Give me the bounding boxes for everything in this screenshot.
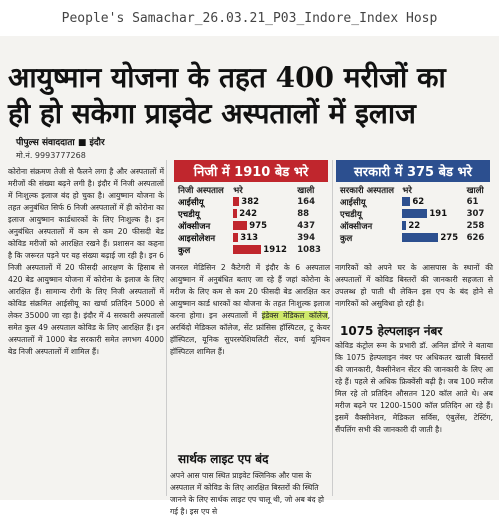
headline-line-1: आयुष्मान योजना के तहत 400 मरीजों का — [8, 61, 446, 94]
private-col-hospital: निजी अस्पताल — [178, 185, 224, 196]
private-col-empty: खाली — [297, 185, 315, 196]
empty-value: 61 — [466, 197, 479, 207]
filled-value: 62 — [412, 196, 425, 207]
table-row — [176, 220, 326, 232]
table-row — [338, 208, 488, 220]
private-beds-table — [176, 184, 326, 256]
row-label: एचडीयू — [340, 209, 362, 220]
filled-bar — [402, 221, 406, 230]
filled-value: 975 — [249, 220, 268, 231]
filled-value: 382 — [241, 196, 260, 207]
filled-bar — [233, 221, 247, 230]
table-row — [176, 232, 326, 244]
article-right-column: नागरिकों को अपने घर के आसपास के स्थानों की अस्पतालों में कोविड बिस्तरों की जानकारी सहजता से उपलब्ध हो पाती थी लेकिन इस एप के बंद होने से नागरिकों को असुविधा हो रही है। — [335, 263, 493, 308]
row-label: कुल — [178, 245, 191, 256]
table-row — [176, 196, 326, 208]
filled-value: 191 — [429, 208, 448, 219]
empty-value: 88 — [297, 209, 310, 219]
filled-bar — [402, 209, 427, 218]
filled-cell — [231, 196, 295, 208]
private-col-filled: भरे — [233, 185, 243, 196]
byline: पीपुल्स संवाददाता ■ इंदौर — [16, 138, 105, 148]
empty-value: 258 — [466, 221, 485, 231]
row-label: आइसोलेशन — [178, 233, 216, 244]
helpline-heading: 1075 हेल्पलाइन नंबर — [340, 324, 443, 338]
filled-cell — [231, 232, 295, 244]
row-label: ऑक्सीजन — [178, 221, 211, 232]
article-mid-column — [170, 262, 330, 362]
filled-value: 242 — [239, 208, 258, 219]
row-label: ऑक्सीजन — [340, 221, 373, 232]
column-divider — [166, 160, 167, 496]
highlighted-hospital: इंडेक्स मेडिकल कॉलेज — [261, 311, 328, 320]
filled-bar — [233, 245, 261, 254]
row-label: कुल — [340, 233, 353, 244]
empty-value: 307 — [466, 209, 485, 219]
govt-col-filled: भरे — [402, 185, 412, 196]
clipping-caption: People's Samachar_26.03.21_P03_Indore_Index Hosp — [0, 0, 499, 36]
filled-cell — [231, 244, 295, 256]
filled-value: 22 — [408, 220, 421, 231]
table-row — [338, 220, 488, 232]
empty-value: 626 — [466, 233, 485, 243]
mid-text: जनरल मेडिसिन 2 कैटेगरी में इंदौर के 6 अस्पताल आयुष्मान में अनुबंधित बताए जा रहे हैं जहां कोरोना के मरीज के लिए कम से कम 20 फीसदी बेड आरक्षित कर आयुष्मान कार्ड धारकों का योजना के तहत निःशुल्क इलाज करना होगा। इन अस्पतालों में — [170, 263, 330, 320]
reporter-mobile: मो.नं. 9993777268 — [16, 151, 86, 160]
row-label: एचडीयू — [178, 209, 200, 220]
empty-value: 164 — [297, 197, 316, 207]
private-box-title: निजी में 1910 बेड भरे — [174, 160, 328, 182]
column-divider — [332, 160, 333, 496]
table-row — [176, 244, 326, 256]
headline-line-2: ही हो सकेगा प्राइवेट अस्पतालों में इलाज — [8, 97, 416, 130]
filled-cell — [231, 208, 295, 220]
filled-value: 275 — [440, 232, 459, 243]
filled-bar — [402, 197, 410, 206]
govt-col-empty: खाली — [466, 185, 484, 196]
lite-app-heading: सार्थक लाइट एप बंद — [178, 452, 269, 466]
empty-value: 437 — [297, 221, 316, 231]
empty-value: 1083 — [297, 245, 321, 255]
filled-bar — [233, 233, 238, 242]
helpline-text: कोविड कंट्रोल रूम के प्रभारी डॉ. अनिल डोंगरे ने बताया कि 1075 हेल्पलाइन नंबर पर अधिकतर खाली बिस्तरों की जानकारी, वैक्सीनेशन सेंटर की जानकारी के लिए आ रहे हैं। पहले से अधिक फ्रिक्वेंसी बढ़ी है। जब 100 मरीज मिल रहे तो प्रतिदिन औसतन 120 कॉल आते थे। अब मरीज बढ़ने पर 1200-1500 कॉल प्रतिदिन आ रहे हैं। इसमें वैक्सीनेशन, मेडिकल सर्विस, एंबुलेंस, टेस्टिंग, सैंपलिंग सभी की जानकारी दी जाती है। — [335, 341, 493, 434]
headline — [8, 60, 494, 132]
filled-bar — [402, 233, 438, 242]
filled-cell — [400, 232, 464, 244]
govt-beds-table — [338, 184, 488, 244]
filled-bar — [233, 209, 237, 218]
table-row — [176, 208, 326, 220]
filled-value: 1912 — [263, 244, 287, 255]
govt-col-hospital: सरकारी अस्पताल — [340, 185, 395, 196]
filled-bar — [233, 197, 239, 206]
mid-text-after: , अरबिंदो मेडिकल कॉलेज, सेंट फ्रांसिस हॉस्पिटल, टू केयर हॉस्पिटल, यूनिक सुपरस्पेशियलिटी सेंटर, वर्मा यूनियन हॉस्पिटल शामिल हैं। — [170, 311, 331, 356]
filled-cell — [400, 208, 464, 220]
empty-value: 394 — [297, 233, 316, 243]
lite-app-text: अपने आस पास स्थित प्राइवेट क्लिनिक और पास के अस्पताल में कोविड के लिए आरक्षित बिस्तरों की स्थिति जानने के लिए सार्थक लाइट एप चालू थी, जो अब बंद हो गई है। इस एप से — [170, 471, 324, 516]
filled-cell — [231, 220, 295, 232]
row-label: आईसीयू — [178, 197, 204, 208]
table-row — [338, 232, 488, 244]
filled-cell — [400, 196, 464, 208]
govt-box-title: सरकारी में 375 बेड भरे — [336, 160, 490, 182]
filled-value: 313 — [240, 232, 259, 243]
article-left-column: कोरोना संक्रमण तेजी से फैलने लगा है और अस्पतालों में मरीजों की संख्या बढ़ने लगी है। इंदौर में निजी अस्पतालों में निःशुल्क इलाज बंद हो चुका है। आयुष्मान योजना के तहत अनुबंधित सिर्फ 6 निजी अस्पतालों में ही कोरोना का इलाज आयुष्मान कार्डधारकों के लिए निःशुल्क है। इन अनुबंधित अस्पतालों में कम से कम 20 फीसदी बेड कोविड मरीजों को आरक्षित रखने हैं। प्रशासन का कहना है कि जरूरत पड़ने पर यह संख्या बढ़ाई जा रही है। इन 6 निजी अस्पतालों में 20 फीसदी आरक्षण के हिसाब से 420 बेड आयुष्मान योजना में कोरोना के इलाज के लिए आरक्षित हैं। सामान्य रोगी के लिए निजी अस्पतालों में कोविड संक्रमित आईसीयू का खर्चा प्रतिदिन 5000 से लेकर 35000 जा रहा है। इंदौर में 4 सरकारी अस्पतालों समेत कुल 49 अस्पताल कोविड के लिए आरक्षित हैं। इन अस्पतालों में 1000 बेड सरकारी समेत लगभग 4000 बेड निजी अस्पतालों में शामिल हैं। — [8, 167, 164, 356]
row-label: आईसीयू — [340, 197, 366, 208]
filled-cell — [400, 220, 464, 232]
table-row — [338, 196, 488, 208]
